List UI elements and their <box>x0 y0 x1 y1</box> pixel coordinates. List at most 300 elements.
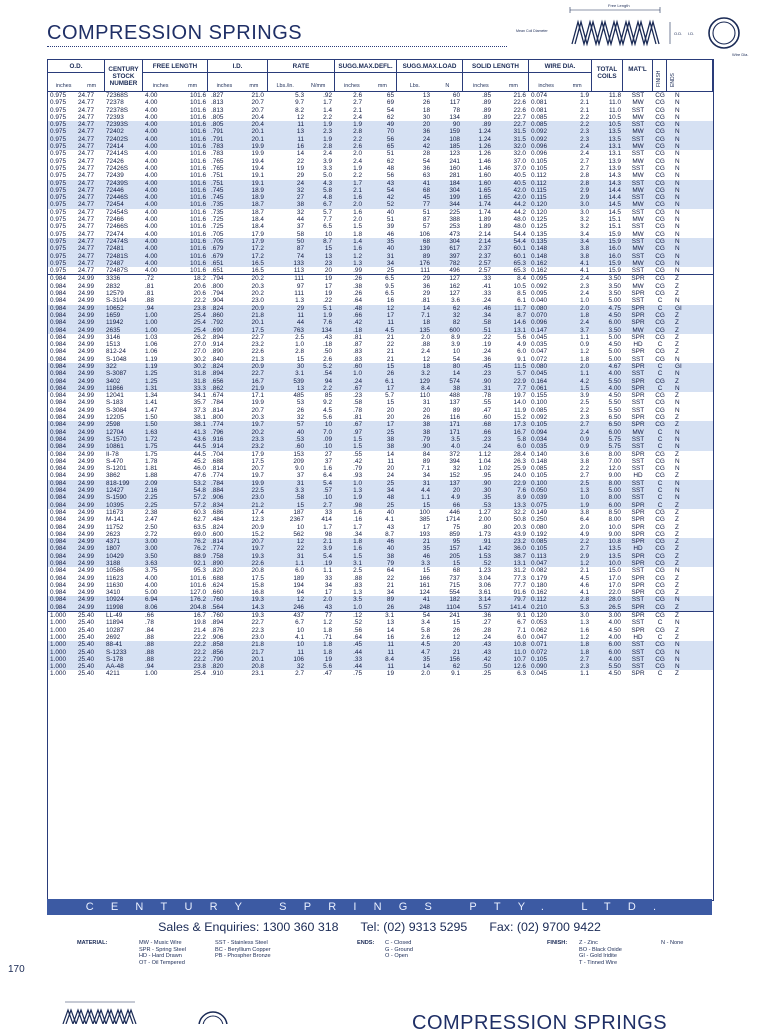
table-cell: 36.0 <box>513 545 526 553</box>
table-cell: 562 <box>293 530 304 538</box>
table-cell: 2635 <box>106 326 121 334</box>
table-cell: 14 <box>422 304 430 312</box>
table-cell: 0.100 <box>531 399 547 407</box>
table-cell: 65.3 <box>513 267 526 275</box>
table-cell: 41 <box>422 596 430 604</box>
table-cell: 36 <box>422 164 430 172</box>
table-cell: Z <box>675 377 679 385</box>
table-cell: 0.105 <box>531 157 547 165</box>
table-cell: 2.2 <box>353 172 362 180</box>
table-cell: 0.090 <box>531 663 547 671</box>
table-cell: 25.4 <box>193 311 206 319</box>
table-cell: SST <box>631 619 645 627</box>
table-cell: 8.50 <box>608 508 621 516</box>
table-cell: SPR <box>631 304 645 312</box>
legend-material-label: MATERIAL: <box>77 940 108 946</box>
table-cell: 2.0 <box>353 216 362 224</box>
table-cell: 26 <box>296 406 304 414</box>
table-cell: 72466 <box>106 216 124 224</box>
table-cell: SST <box>631 252 645 260</box>
table-cell: .78 <box>145 619 154 627</box>
table-cell: S-3087 <box>106 370 127 378</box>
table-cell: S-183 <box>106 399 124 407</box>
table-cell: 87 <box>422 216 430 224</box>
table-cell: 385 <box>419 516 430 524</box>
table-cell: CG <box>655 626 665 634</box>
table-cell: 446 <box>449 508 460 516</box>
table-cell: 3.9 <box>323 157 332 165</box>
table-cell: 7.6 <box>323 319 332 327</box>
table-cell: 2.0 <box>353 150 362 158</box>
table-cell: 43 <box>386 523 394 531</box>
table-cell: .66 <box>482 428 491 436</box>
table-cell: 0.984 <box>50 479 66 487</box>
table-cell: 4.1 <box>580 259 589 267</box>
table-cell: .686 <box>211 508 224 516</box>
table-row <box>48 312 713 319</box>
table-cell: .18 <box>323 341 332 349</box>
table-cell: CG <box>655 457 665 465</box>
table-cell: 8.06 <box>145 603 158 611</box>
table-cell: 40.5 <box>513 179 526 187</box>
table-cell: Z <box>675 319 679 327</box>
col-unit-label: inches <box>216 83 233 89</box>
table-cell: .813 <box>211 106 224 114</box>
table-cell: CG <box>655 143 665 151</box>
table-cell: 0.975 <box>50 216 66 224</box>
table-cell: Z <box>675 392 679 400</box>
table-cell: 24.99 <box>78 508 94 516</box>
table-cell: S-1201 <box>106 465 127 473</box>
table-cell: 101.6 <box>190 194 206 202</box>
table-cell: 24.99 <box>78 603 94 611</box>
table-cell: .894 <box>211 333 224 341</box>
table-cell: Z <box>675 545 679 553</box>
table-cell: 0.075 <box>531 501 547 509</box>
table-cell: 72368S <box>106 92 129 99</box>
table-cell: 554 <box>449 589 460 597</box>
table-cell: CG <box>655 99 665 107</box>
table-cell: .12 <box>353 612 362 620</box>
table-cell: 0.984 <box>50 435 66 443</box>
table-cell: 35 <box>386 237 394 245</box>
table-cell: 0.039 <box>531 494 547 502</box>
table-row <box>48 611 713 619</box>
table-cell: HD <box>633 341 643 349</box>
table-cell: 0.096 <box>531 319 547 327</box>
table-cell: 13 <box>296 384 304 392</box>
table-cell: 4.00 <box>145 237 158 245</box>
table-cell: 1.000 <box>50 626 66 634</box>
table-cell: 15 <box>386 362 394 370</box>
table-cell: 14.5 <box>608 201 621 209</box>
table-cell: 10395 <box>106 501 124 509</box>
table-cell: 26.5 <box>608 603 621 611</box>
col-header-solid <box>463 60 529 91</box>
table-cell: .651 <box>211 259 224 267</box>
table-cell: 13.1 <box>513 560 526 567</box>
table-cell: 5.8 <box>421 626 430 634</box>
table-cell: 0.984 <box>50 399 66 407</box>
table-cell: 4.1 <box>580 589 589 597</box>
col-header-label: RATE <box>292 63 310 70</box>
table-cell: 6.00 <box>608 648 621 656</box>
table-cell: 0.975 <box>50 106 66 114</box>
table-cell: 22.9 <box>513 377 526 385</box>
table-cell: MW <box>632 201 644 209</box>
table-row <box>48 619 713 626</box>
table-cell: 111 <box>294 275 304 283</box>
table-cell: 0.082 <box>531 567 547 575</box>
table-cell: 110 <box>419 392 430 400</box>
table-cell: 3.00 <box>145 545 158 553</box>
table-cell: .42 <box>353 457 362 465</box>
table-cell: 101.6 <box>190 230 206 238</box>
col-header-od <box>48 60 105 91</box>
table-cell: 1104 <box>446 603 460 611</box>
table-cell: 24.99 <box>78 384 94 392</box>
table-cell: 58 <box>296 230 304 238</box>
sales-phone: Sales & Enquiries: 1300 360 318 <box>158 920 339 934</box>
table-cell: 12 <box>452 633 460 641</box>
table-cell: 17.1 <box>251 392 264 400</box>
table-cell: 137 <box>449 399 460 407</box>
table-cell: 25.40 <box>78 612 94 620</box>
table-cell: N <box>675 641 680 649</box>
table-cell: .760 <box>211 612 224 620</box>
table-cell: 37 <box>296 223 304 231</box>
table-row <box>48 267 713 274</box>
table-cell: 17.2 <box>251 245 264 253</box>
table-cell: SST <box>631 267 645 275</box>
table-cell: SPR <box>631 603 645 611</box>
spring-end-view-icon <box>709 18 739 48</box>
table-cell: 3188 <box>106 560 121 567</box>
table-cell: .57 <box>323 487 332 495</box>
table-cell: 248 <box>419 603 430 611</box>
table-cell: 87 <box>296 245 304 253</box>
table-cell: .84 <box>145 626 154 634</box>
table-row <box>48 634 713 641</box>
table-cell: CG <box>655 150 665 158</box>
table-cell: 42.0 <box>513 186 526 194</box>
table-cell: N <box>675 435 680 443</box>
table-cell: 25.4 <box>193 319 206 327</box>
table-cell: N <box>675 406 680 414</box>
table-cell: .33 <box>353 655 362 663</box>
table-cell: 1.89 <box>478 223 491 231</box>
table-cell: 0.975 <box>50 143 66 151</box>
table-cell: 16.8 <box>251 589 264 597</box>
table-cell: 24.77 <box>78 245 94 253</box>
table-cell: 473 <box>449 230 460 238</box>
table-cell: 32.0 <box>513 150 526 158</box>
fax-number: Fax: (02) 9700 9422 <box>489 920 601 934</box>
table-cell: 38.1 <box>193 421 206 429</box>
table-row <box>48 524 713 531</box>
table-cell: 21 <box>422 538 430 546</box>
table-cell: .23 <box>482 370 491 378</box>
table-cell: .53 <box>295 435 304 443</box>
table-cell: 97 <box>296 282 304 290</box>
table-cell: 35 <box>422 545 430 553</box>
table-cell: 12.0 <box>608 465 621 473</box>
table-cell: SPR <box>631 450 645 458</box>
table-cell: N <box>675 370 680 378</box>
table-cell: 19 <box>324 655 332 663</box>
table-cell: 171 <box>449 421 460 429</box>
table-cell: 4.00 <box>145 216 158 224</box>
table-cell: C <box>657 428 663 436</box>
table-cell: 7.7 <box>323 216 332 224</box>
table-row <box>48 319 713 326</box>
table-cell: 21 <box>386 581 394 589</box>
table-cell: 0.984 <box>50 384 66 392</box>
table-cell: 0.984 <box>50 326 66 334</box>
table-cell: 25.9 <box>513 465 526 473</box>
table-cell: Z <box>675 501 679 509</box>
table-cell: .99 <box>353 267 362 275</box>
table-cell: 1.5 <box>580 384 589 392</box>
col-header-label: ENDS <box>670 73 676 87</box>
table-cell: 11 <box>297 648 304 656</box>
table-cell: SST <box>631 150 645 158</box>
table-cell: 0.100 <box>531 479 547 487</box>
table-cell: 3.06 <box>478 581 491 589</box>
table-row <box>48 150 713 157</box>
table-cell: .914 <box>211 443 224 451</box>
table-cell: 0.975 <box>50 179 66 187</box>
table-cell: 1.000 <box>50 633 66 641</box>
table-cell: 0.062 <box>531 626 547 634</box>
table-cell: 1.88 <box>145 472 158 480</box>
col-unit-label: inches <box>538 83 554 89</box>
table-cell: 0.975 <box>50 113 66 121</box>
table-cell: 13 <box>422 92 430 99</box>
table-cell: 4.67 <box>608 362 621 370</box>
table-row <box>48 487 713 494</box>
table-row <box>48 378 713 385</box>
table-cell: .688 <box>211 457 224 465</box>
table-cell: 2692 <box>106 633 121 641</box>
table-cell: 4.2 <box>580 377 589 385</box>
table-cell: 0.192 <box>531 530 547 538</box>
table-cell: 18 <box>422 362 430 370</box>
table-cell: SST <box>631 494 645 502</box>
table-cell: C <box>657 487 663 495</box>
table-cell: 25 <box>386 267 394 275</box>
table-cell: 0.094 <box>531 428 547 436</box>
table-cell: 10.8 <box>513 641 526 649</box>
table-cell: 2.50 <box>145 523 158 531</box>
table-cell: 0.984 <box>50 282 66 290</box>
table-cell: 40 <box>386 208 394 216</box>
table-cell: 22.7 <box>513 113 526 121</box>
table-cell: 1.53 <box>478 552 491 560</box>
table-cell: Z <box>675 670 679 678</box>
table-cell: 2.2 <box>323 384 332 392</box>
table-cell: 21.0 <box>251 92 264 99</box>
table-cell: 12579 <box>106 290 124 298</box>
table-cell: 101.6 <box>190 164 206 172</box>
table-cell: 2.72 <box>145 530 158 538</box>
table-cell: 72439 <box>106 172 124 180</box>
table-row <box>48 509 713 516</box>
table-cell: CG <box>655 157 665 165</box>
table-cell: 0.113 <box>531 552 547 560</box>
table-cell: 14.4 <box>608 186 621 194</box>
table-cell: SST <box>631 370 645 378</box>
table-cell: 10 <box>324 230 332 238</box>
table-cell: 15.2 <box>251 530 264 538</box>
table-cell: 22.9 <box>513 479 526 487</box>
table-cell: MW <box>632 172 644 180</box>
table-cell: N <box>675 663 680 671</box>
table-cell: .33 <box>482 275 491 283</box>
table-cell: CG <box>655 581 665 589</box>
table-cell: 50 <box>296 237 304 245</box>
table-cell: 4.75 <box>608 304 621 312</box>
table-cell: SST <box>631 443 645 451</box>
table-cell: 16.7 <box>513 428 526 436</box>
table-cell: N <box>675 355 680 363</box>
legend-finish-col2: N - None <box>661 940 684 946</box>
table-cell: 19.4 <box>251 157 264 165</box>
table-cell: 24.99 <box>78 435 94 443</box>
table-cell: SPR <box>631 523 645 531</box>
table-cell: 0.975 <box>50 92 66 99</box>
table-cell: 16.0 <box>608 245 621 253</box>
table-cell: Z <box>675 508 679 516</box>
table-cell: 3.1 <box>385 612 394 620</box>
table-cell: SPR <box>631 290 645 298</box>
table-cell: 22.5 <box>251 487 264 495</box>
table-cell: 101.6 <box>190 186 206 194</box>
table-cell: 1.46 <box>478 164 491 172</box>
table-cell: N <box>675 567 680 575</box>
tel-phone: Tel: (02) 9313 5295 <box>360 920 468 934</box>
table-cell: 160 <box>449 164 460 172</box>
table-cell: 31.8 <box>193 377 206 385</box>
table-cell: 19.1 <box>251 172 264 180</box>
table-cell: 21 <box>386 333 394 341</box>
table-cell: 11 <box>297 121 304 129</box>
spring-coil-icon <box>572 22 659 44</box>
table-cell: 1.74 <box>478 208 491 216</box>
table-cell: 2.7 <box>580 655 589 663</box>
table-cell: 24.99 <box>78 282 94 290</box>
table-cell: 79.7 <box>513 596 526 604</box>
table-cell: 72402S <box>106 135 129 143</box>
table-cell: SST <box>631 297 645 305</box>
table-cell: 0.147 <box>531 326 547 334</box>
table-cell: 344 <box>449 201 460 209</box>
table-cell: 0.984 <box>50 516 66 524</box>
table-cell: 5.8 <box>517 435 526 443</box>
table-cell: 15.2 <box>513 414 526 422</box>
table-cell: 1.42 <box>478 545 491 553</box>
table-cell: 20.7 <box>251 465 264 473</box>
table-cell: 22 <box>386 341 394 349</box>
table-cell: 1.7 <box>353 523 362 531</box>
table-cell: 6.00 <box>608 501 621 509</box>
table-cell: 2.0 <box>580 362 589 370</box>
table-cell: 0.096 <box>531 150 547 158</box>
table-cell: 29 <box>296 172 304 180</box>
table-cell: 3.9 <box>580 392 589 400</box>
table-cell: .89 <box>482 113 491 121</box>
table-cell: 24.77 <box>78 157 94 165</box>
table-cell: 134 <box>321 326 332 334</box>
table-cell: 0.047 <box>531 633 547 641</box>
table-cell: AA-48 <box>106 663 124 671</box>
table-cell: 24 <box>422 135 430 143</box>
table-cell: 4.1 <box>295 633 304 641</box>
table-row <box>48 538 713 545</box>
table-cell: 24.77 <box>78 237 94 245</box>
table-cell: N <box>675 494 680 502</box>
table-cell: CG <box>655 348 665 356</box>
table-cell: .27 <box>482 619 491 627</box>
table-row <box>48 465 713 472</box>
table-cell: .91 <box>482 538 491 546</box>
table-cell: 5.4 <box>323 479 332 487</box>
table-cell: Z <box>675 538 679 546</box>
table-cell: 54 <box>386 186 394 194</box>
table-cell: 62 <box>386 157 394 165</box>
table-cell: .83 <box>353 581 362 589</box>
table-cell: 42 <box>386 194 394 202</box>
table-cell: 3.3 <box>421 560 430 567</box>
table-cell: 5.7 <box>385 392 394 400</box>
table-cell: 24.99 <box>78 501 94 509</box>
table-cell: 1.2 <box>580 348 589 356</box>
table-cell: C <box>657 670 663 678</box>
table-row <box>48 231 713 238</box>
table-cell: 1.9 <box>323 311 332 319</box>
table-cell: 4.00 <box>145 164 158 172</box>
table-cell: 19 <box>296 164 304 172</box>
table-cell: 8.9 <box>517 494 526 502</box>
table-cell: 0.105 <box>531 164 547 172</box>
table-cell: .53 <box>482 501 491 509</box>
table-cell: 0.105 <box>531 472 547 480</box>
table-cell: 3410 <box>106 589 121 597</box>
table-row <box>48 385 713 392</box>
table-cell: 19.9 <box>251 143 264 151</box>
table-cell: 5.6 <box>517 333 526 341</box>
table-cell: 24.99 <box>78 362 94 370</box>
table-cell: 0.975 <box>50 201 66 209</box>
table-cell: 33 <box>324 574 332 582</box>
table-cell: .813 <box>211 99 224 107</box>
table-cell: 20.8 <box>251 663 264 671</box>
table-cell: 9.0 <box>295 465 304 473</box>
table-cell: 1.8 <box>580 311 589 319</box>
table-cell: N <box>675 465 680 473</box>
table-cell: Z <box>675 516 679 524</box>
table-cell: 101.6 <box>190 208 206 216</box>
table-cell: N <box>675 113 680 121</box>
table-cell: N <box>675 399 680 407</box>
table-cell: 10.8 <box>608 538 621 546</box>
table-cell: HD <box>633 633 643 641</box>
table-cell: 22.3 <box>251 626 264 634</box>
table-cell: 4.00 <box>145 106 158 114</box>
table-row <box>48 158 713 165</box>
table-cell: 1.1 <box>580 670 589 678</box>
table-cell: 4.00 <box>145 267 158 275</box>
